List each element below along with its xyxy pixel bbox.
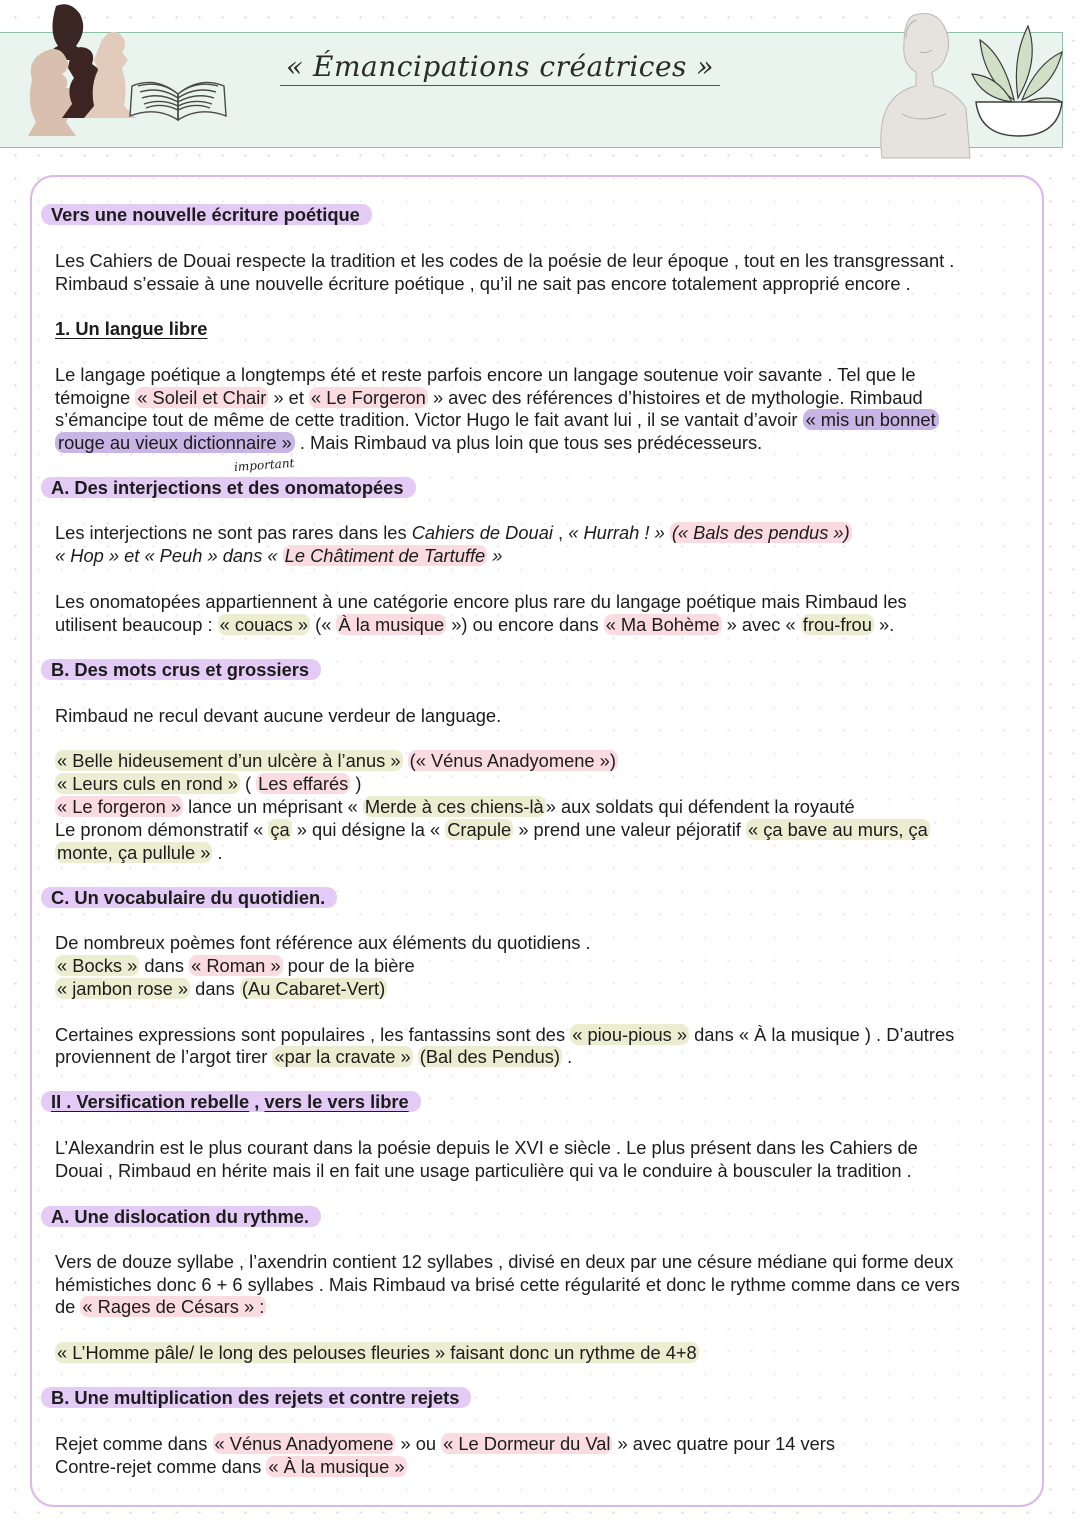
paragraph-line: « Leurs culs en rond » ( Les effarés ) [57,773,362,794]
paragraph-line: monte, ça pullule » . [57,842,223,863]
paragraph-line: « Belle hideusement d’un ulcère à l’anus » (« Vénus Anadyomene ») [57,750,616,771]
paragraph-line: utilisent beaucoup : « couacs » (« À la musique ») ou encore dans « Ma Bohème » avec « frou-frou ». [55,614,895,635]
paragraph-line: L’Alexandrin est le plus courant dans la poésie depuis le XVI e siècle . Le plus présent dans les Cahiers de [55,1137,918,1158]
section-heading: C. Un vocabulaire du quotidien. [55,887,337,909]
paragraph-line: Douai , Rimbaud en hérite mais il en fait une usage particulière qui va le conduire à bousculer la tradition . [55,1160,912,1181]
paragraph-line: de « Rages de Césars » : [55,1296,265,1317]
paragraph-line: témoigne « Soleil et Chair » et « Le Forgeron » avec des références d’histoires et de mythologie. Rimbaud [55,387,923,408]
paragraph-line: « jambon rose » dans (Au Cabaret-Vert) [57,978,386,999]
paragraph-line: rouge au vieux dictionnaire » . Mais Rimbaud va plus loin que tous ses prédécesseurs. [55,432,762,454]
paragraph-line: Vers de douze syllabe , l’axendrin contient 12 syllabes , divisé en deux par une césure médiane qui forme deux [55,1251,954,1272]
paragraph-line: « Bocks » dans « Roman » pour de la bière [57,955,415,976]
paragraph-line: s’émancipe tout de même de cette tradition. Victor Hugo le fait avant lui , il se vantait d’avoir « mis un bonnet [55,409,939,431]
paragraph-line: « Hop » et « Peuh » dans « Le Châtiment de Tartuffe » [55,545,503,566]
section-heading: II . Versification rebelle , vers le vers libre [55,1091,421,1113]
section-heading: B. Une multiplication des rejets et contre rejets [55,1387,471,1409]
paragraph-line: Le langage poétique a longtemps été et reste parfois encore un langage soutenue voir savante . Tel que le [55,364,916,385]
paragraph-line: Les Cahiers de Douai respecte la tradition et les codes de la poésie de leur époque , tout en les transgressant . [55,250,955,271]
paragraph-line: Certaines expressions sont populaires , les fantassins sont des « piou-pious » dans « À la musique ) . D’autres [55,1024,955,1045]
paragraph-line: hémistiches donc 6 + 6 syllabes . Mais Rimbaud va brisé cette régularité et donc le rythme comme dans ce vers [55,1274,960,1295]
paragraph-line: Les interjections ne sont pas rares dans les Cahiers de Douai , « Hurrah ! » (« Bals des pendus ») [55,522,850,543]
paragraph-line: De nombreux poèmes font référence aux éléments du quotidiens . [55,932,591,953]
page-title: « Émancipations créatrices » [0,50,1000,83]
paragraph-line: Rimbaud s’essaie à une nouvelle écriture poétique , qu’il ne sait pas encore totalement approprié encore . [55,273,911,294]
paragraph-line: Les onomatopées appartiennent à une catégorie encore plus rare du langage poétique mais Rimbaud les [55,591,907,612]
paragraph-line: Contre-rejet comme dans « À la musique » [55,1456,405,1477]
paragraph-line: « Le forgeron » lance un méprisant « Merde à ces chiens-là » aux soldats qui défendent la royauté [57,796,855,817]
venus-bust-icon [872,10,976,164]
paragraph-line: proviennent de l’argot tirer «par la cravate » (Bal des Pendus) . [55,1046,573,1067]
paragraph-line: Rimbaud ne recul devant aucune verdeur de language. [55,705,502,726]
paragraph-line: Le pronom démonstratif « ça » qui désigne la « Crapule » prend une valeur péjoratif « ça bave au murs, ça [55,819,928,840]
section-heading: Vers une nouvelle écriture poétique [55,204,372,226]
section-heading: A. Une dislocation du rythme. [55,1206,321,1228]
paragraph-line: Rejet comme dans « Vénus Anadyomene » ou « Le Dormeur du Val » avec quatre pour 14 vers [55,1433,836,1454]
potted-plant-icon [970,18,1066,146]
paragraph-line: « L’Homme pâle/ le long des pelouses fleuries » faisant donc un rythme de 4+8 [57,1342,697,1363]
section-heading: A. Des interjections et des onomatopées [55,477,416,499]
handwritten-annotation: important [233,455,295,475]
section-heading: 1. Un langue libre [55,318,208,339]
section-heading: B. Des mots crus et grossiers [55,659,321,681]
